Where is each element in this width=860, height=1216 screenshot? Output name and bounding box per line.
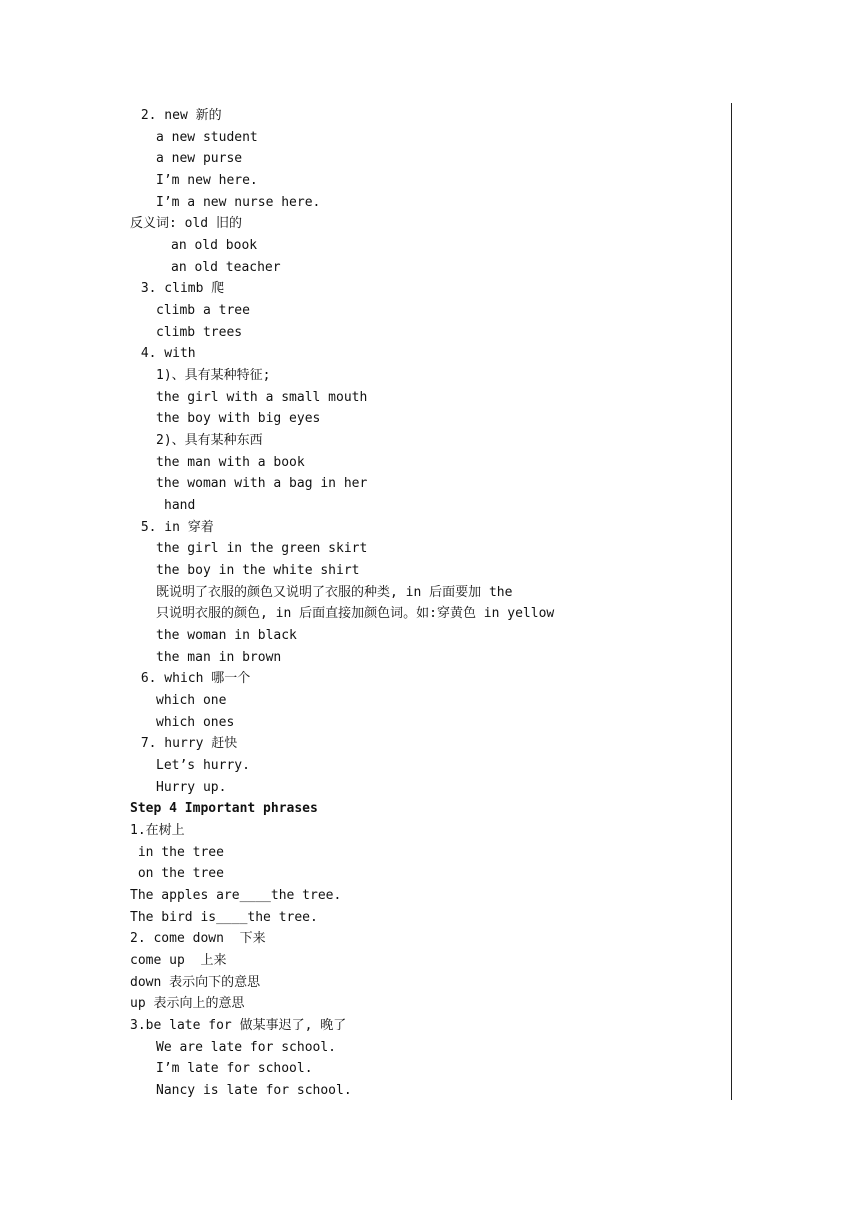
text-line: climb a tree xyxy=(156,303,250,318)
text-line: We are late for school. xyxy=(156,1040,337,1055)
text-line: the boy in the white shirt xyxy=(156,563,360,578)
text-line: in the tree xyxy=(130,845,224,860)
text-line: the woman with a bag in her xyxy=(156,476,368,491)
table-border-line xyxy=(731,103,732,1100)
text-line: I’m a new nurse here. xyxy=(156,195,321,210)
text-line: Hurry up. xyxy=(156,780,227,795)
text-line: the man in brown xyxy=(156,650,282,665)
text-line: 反义词: old 旧的 xyxy=(130,216,242,231)
text-line: an old teacher xyxy=(171,260,281,275)
text-line: the man with a book xyxy=(156,455,305,470)
text-line: The apples are____the tree. xyxy=(130,888,342,903)
text-line: on the tree xyxy=(130,866,224,881)
text-line: I’m late for school. xyxy=(156,1061,313,1076)
text-line: 7. hurry 赶快 xyxy=(133,736,238,751)
text-line: Step 4 Important phrases xyxy=(130,801,318,816)
text-line: 1.在树上 xyxy=(130,823,185,838)
text-line: the girl with a small mouth xyxy=(156,390,368,405)
text-line: 5. in 穿着 xyxy=(133,520,214,535)
text-line: Let’s hurry. xyxy=(156,758,250,773)
text-line: an old book xyxy=(171,238,258,253)
text-line: 只说明衣服的颜色, in 后面直接加颜色词。如:穿黄色 in yellow xyxy=(156,606,555,621)
text-line: the woman in black xyxy=(156,628,297,643)
text-line: hand xyxy=(164,498,196,513)
text-line: which one xyxy=(156,693,227,708)
text-line: a new purse xyxy=(156,151,243,166)
text-line: down 表示向下的意思 xyxy=(130,975,261,990)
text-line: 2. come down 下来 xyxy=(130,931,266,946)
text-line: 4. with xyxy=(133,346,196,361)
text-line: 1)、具有某种特征; xyxy=(156,368,271,383)
text-line: climb trees xyxy=(156,325,243,340)
text-line: 2)、具有某种东西 xyxy=(156,433,263,448)
text-line: which ones xyxy=(156,715,235,730)
text-line: the boy with big eyes xyxy=(156,411,321,426)
text-line: 6. which 哪一个 xyxy=(133,671,251,686)
text-line: I’m new here. xyxy=(156,173,258,188)
text-line: the girl in the green skirt xyxy=(156,541,368,556)
text-line: 3. climb 爬 xyxy=(133,281,225,296)
text-line: come up 上来 xyxy=(130,953,227,968)
text-line: a new student xyxy=(156,130,258,145)
text-line: 2. new 新的 xyxy=(133,108,222,123)
text-line: Nancy is late for school. xyxy=(156,1083,352,1098)
text-line: up 表示向上的意思 xyxy=(130,996,245,1011)
text-line: 3.be late for 做某事迟了, 晚了 xyxy=(130,1018,347,1033)
text-line: The bird is____the tree. xyxy=(130,910,318,925)
text-line: 既说明了衣服的颜色又说明了衣服的种类, in 后面要加 the xyxy=(156,585,513,600)
